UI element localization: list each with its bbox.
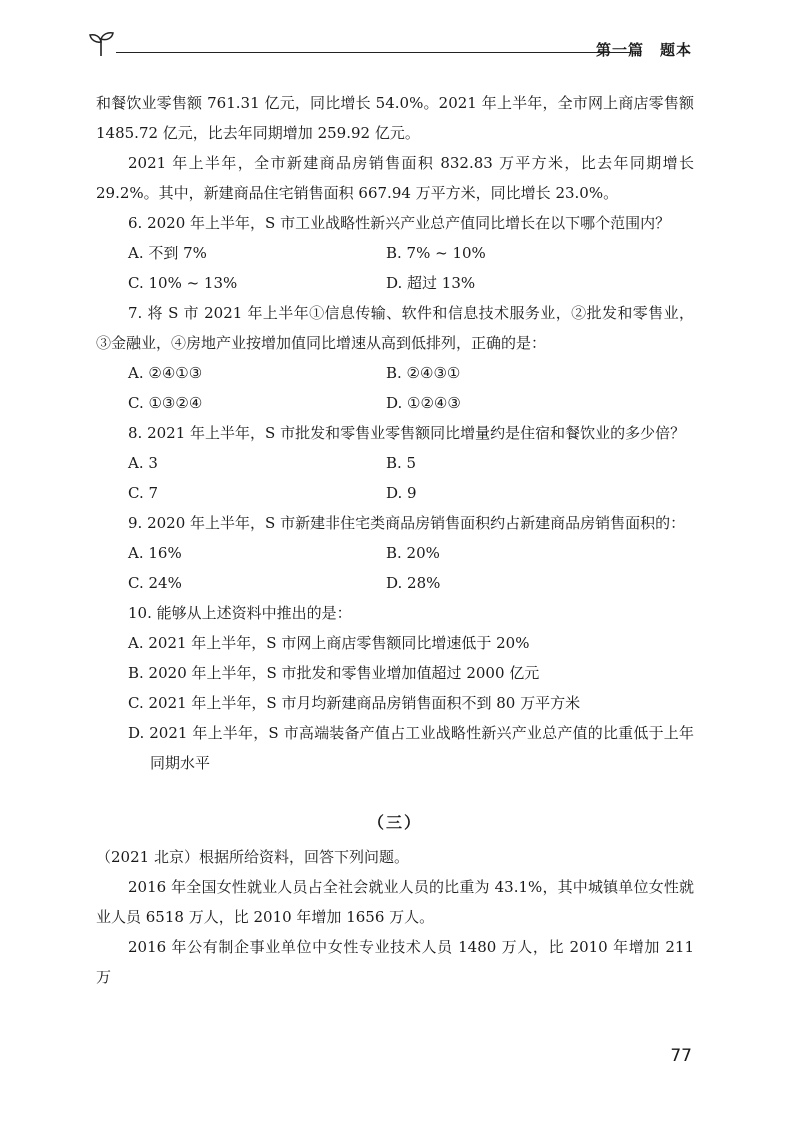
source-line: （2021 北京）根据所给资料，回答下列问题。	[96, 848, 409, 866]
question-8-options-row-1	[128, 448, 694, 478]
question-6-stem: 6. 2020 年上半年，S 市工业战略性新兴产业总产值同比增长在以下哪个范围内？	[128, 214, 671, 232]
option-b: B. 2020 年上半年，S 市批发和零售业增加值超过 2000 亿元	[128, 664, 540, 682]
option-c: C. ①③②④	[128, 394, 203, 412]
option-d: D. 超过 13%	[386, 274, 476, 292]
option-d: D. 28%	[386, 574, 441, 592]
header-rule	[116, 52, 631, 53]
option-c: C. 7	[128, 484, 159, 502]
option-b: B. 5	[386, 454, 417, 472]
option-d: D. 2021 年上半年，S 市高端装备产值占工业战略性新兴产业总产值的比重低于上年同期水平	[128, 724, 694, 772]
option-a: A. 16%	[128, 544, 182, 562]
sprout-icon	[88, 30, 116, 58]
question-6-options-row-1	[128, 238, 694, 268]
section-title: 第一篇 题本	[595, 41, 692, 59]
page-header	[88, 30, 692, 70]
subsection-title: （三）	[367, 813, 422, 832]
question-9-options-row-1	[128, 538, 694, 568]
question-10-stem: 10. 能够从上述资料中推出的是：	[128, 604, 352, 622]
intro-paragraph-1: 和餐饮业零售额 761.31 亿元，同比增长 54.0%。2021 年上半年，全市网上商店零售额 1485.72 亿元，比去年同期增加 259.92 亿元。	[96, 94, 694, 142]
option-a: A. 2021 年上半年，S 市网上商店零售额同比增速低于 20%	[128, 634, 530, 652]
question-6-options-row-2	[128, 268, 694, 298]
question-8-options-row-2	[128, 478, 694, 508]
page-number: 77	[670, 1046, 692, 1066]
option-b: B. 7% ~ 10%	[386, 244, 486, 262]
question-7-stem: 7. 将 S 市 2021 年上半年①信息传输、软件和信息技术服务业，②批发和零售业，③金融业，④房地产业按增加值同比增速从高到低排列，正确的是：	[96, 304, 694, 352]
option-a: A. 3	[128, 454, 158, 472]
question-9-options-row-2	[128, 568, 694, 598]
option-c: C. 10% ~ 13%	[128, 274, 238, 292]
page-content	[96, 88, 694, 992]
option-a: A. ②④①③	[128, 364, 203, 382]
intro-paragraph-2: 2021 年上半年，全市新建商品房销售面积 832.83 万平方米，比去年同期增长 29.2%。其中，新建商品住宅销售面积 667.94 万平方米，同比增长 23.0%。	[96, 154, 694, 202]
option-c: C. 24%	[128, 574, 182, 592]
question-7-options-row-1	[128, 358, 694, 388]
question-8-stem: 8. 2021 年上半年，S 市批发和零售业零售额同比增量约是住宿和餐饮业的多少倍？	[128, 424, 686, 442]
option-d: D. 9	[386, 484, 417, 502]
option-d: D. ①②④③	[386, 394, 461, 412]
option-a: A. 不到 7%	[128, 244, 207, 262]
section3-paragraph-2: 2016 年公有制企事业单位中女性专业技术人员 1480 万人，比 2010 年增加 211 万	[96, 938, 694, 986]
option-b: B. ②④③①	[386, 364, 461, 382]
question-7-options-row-2	[128, 388, 694, 418]
section3-paragraph-1: 2016 年全国女性就业人员占全社会就业人员的比重为 43.1%，其中城镇单位女性就业人员 6518 万人，比 2010 年增加 1656 万人。	[96, 878, 694, 926]
option-c: C. 2021 年上半年，S 市月均新建商品房销售面积不到 80 万平方米	[128, 694, 581, 712]
option-b: B. 20%	[386, 544, 440, 562]
question-9-stem: 9. 2020 年上半年，S 市新建非住宅类商品房销售面积约占新建商品房销售面积的：	[128, 514, 686, 532]
